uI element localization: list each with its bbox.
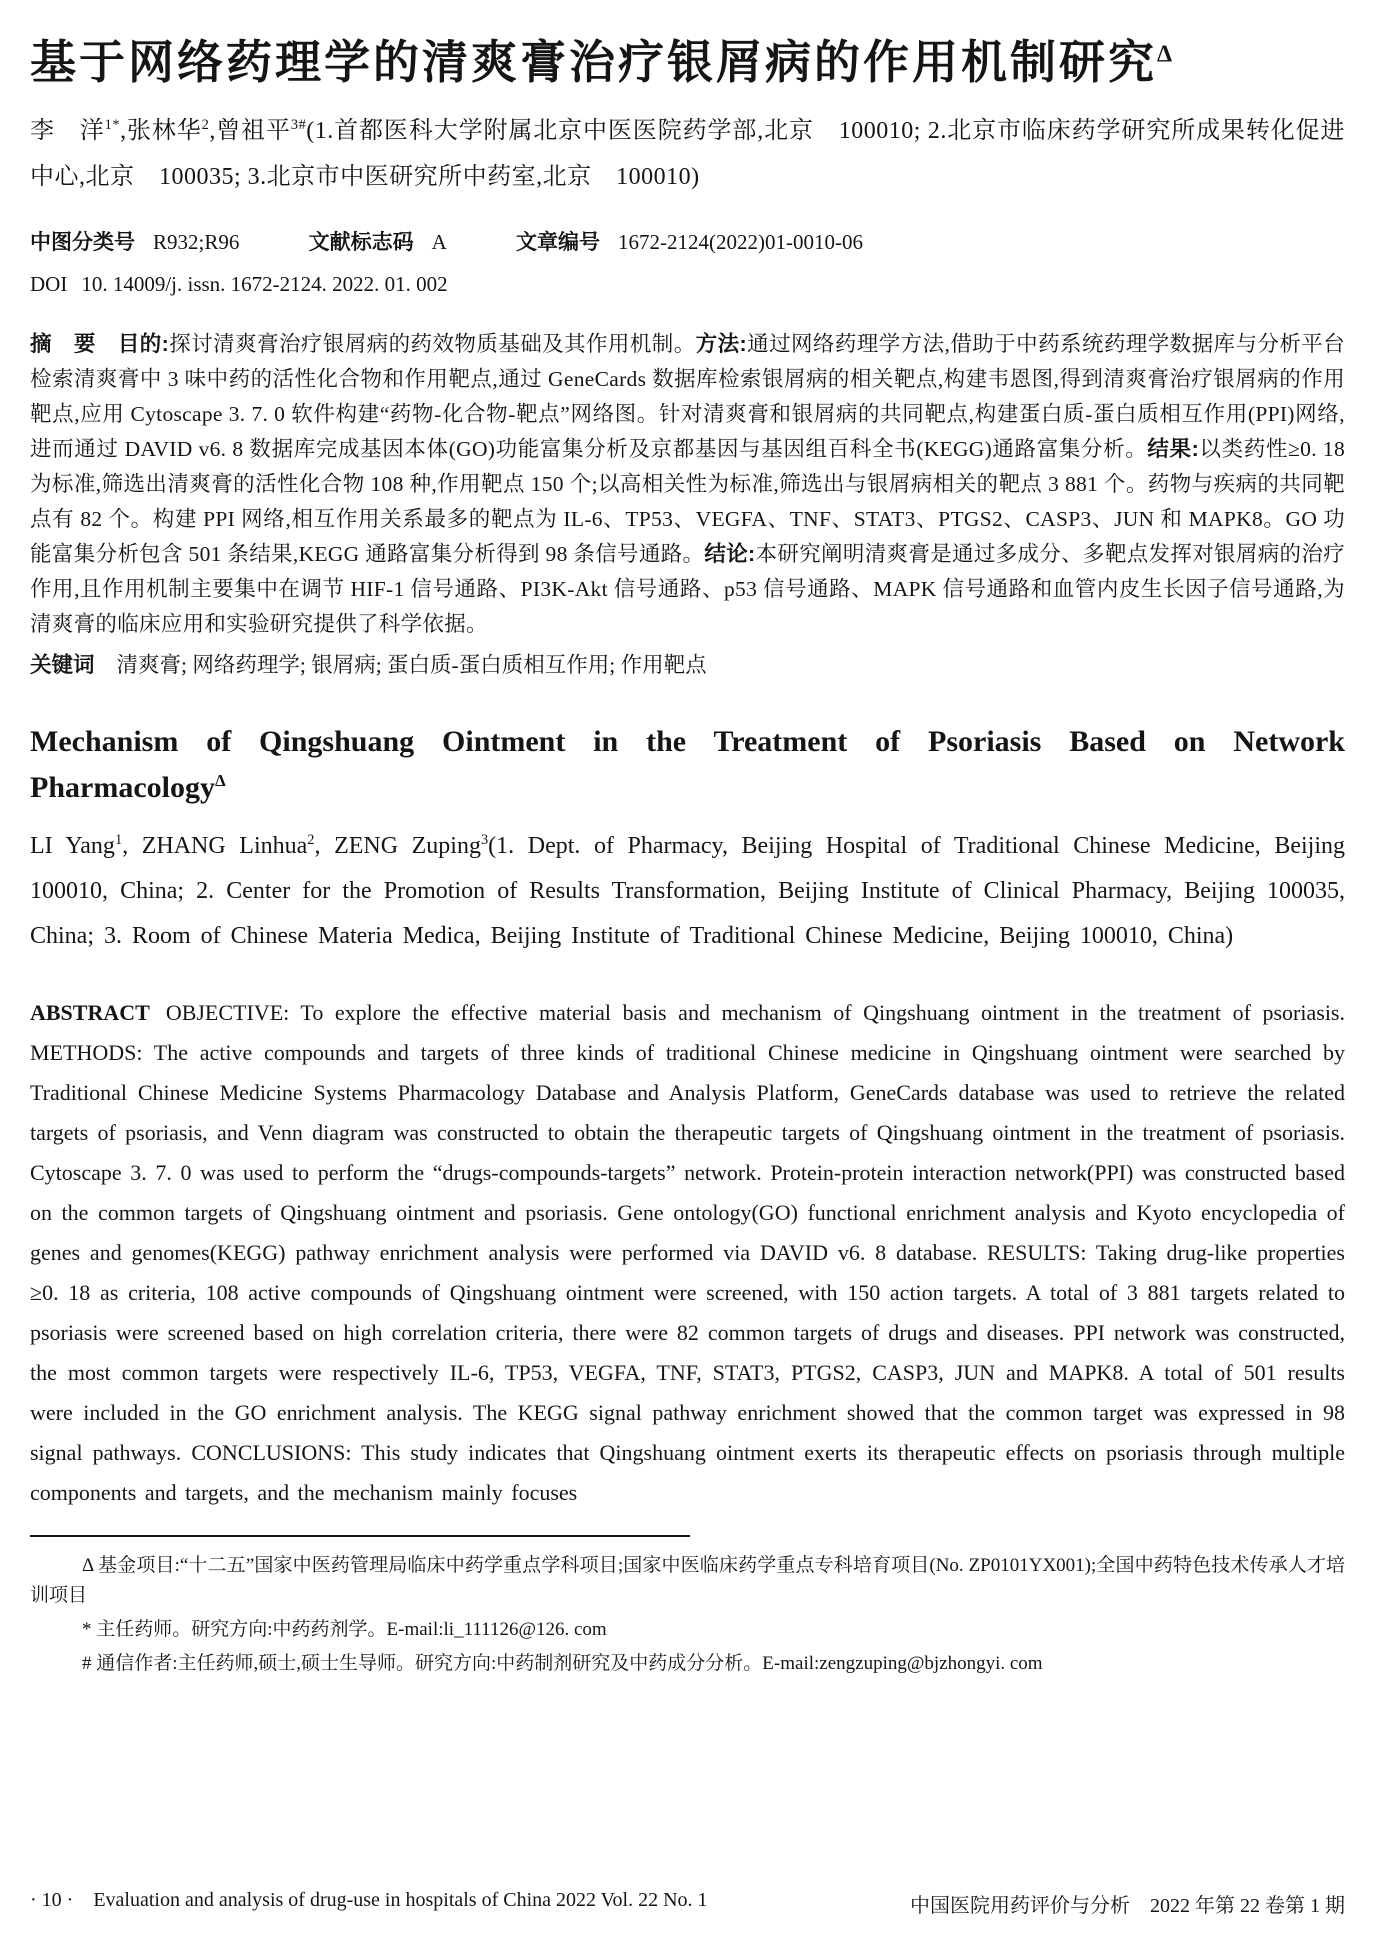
title-superscript: Δ: [1157, 41, 1176, 68]
document-code-value: A: [431, 229, 447, 254]
footnote-separator: [30, 1535, 690, 1537]
doi-row: [30, 272, 1345, 297]
title-en: [30, 719, 1345, 812]
author-cn-2: ,张林华: [120, 117, 202, 144]
author-en-3-superscript: 3: [480, 831, 489, 848]
doi-value: 10. 14009/j. issn. 1672-2124. 2022. 01. 002: [81, 271, 448, 296]
abstract-cn: [30, 327, 1345, 642]
footnote-fund: Δ 基金项目:“十二五”国家中医药管理局临床中药学重点学科项目;国家中医临床药学重点专科培育项目(No. ZP0101YX001);全国中药特色技术传承人才培训项目: [30, 1554, 1345, 1606]
page-number: · 10 ·: [30, 1889, 74, 1911]
authors-en: [30, 824, 1345, 959]
abstract-en-label: ABSTRACT: [30, 999, 150, 1025]
keywords-cn-text: 清爽膏; 网络药理学; 银屑病; 蛋白质-蛋白质相互作用; 作用靶点: [116, 652, 707, 677]
footnote-hash: # 通信作者:主任药师,硕士,硕士生导师。研究方向:中药制剂研究及中药成分分析。E-mail:zengzuping@bjzhongyi. com: [82, 1652, 1043, 1674]
classification-row: [30, 226, 1345, 256]
title-en-text: Mechanism of Qingshuang Ointment in the Treatment of Psoriasis Based on Network Pharmacology: [30, 724, 1345, 804]
footnote-star: * 主任药师。研究方向:中药药剂学。E-mail:li_111126@126. com: [82, 1618, 607, 1640]
footer-right: [910, 1889, 1345, 1918]
title-en-superscript: Δ: [214, 771, 226, 790]
conclusions-cn-label: 结论:: [704, 541, 756, 566]
objective-cn-label: 目的:: [117, 331, 170, 356]
author-en-2-superscript: 2: [307, 831, 315, 848]
journal-title-cn: 中国医院用药评价与分析 2022 年第 22 卷第 1 期: [910, 1895, 1345, 1917]
footnotes: [30, 1551, 1345, 1679]
author-cn-3-superscript: 3#: [290, 116, 307, 133]
author-en-2: , ZHANG Linhua: [122, 832, 308, 859]
author-cn-1-superscript: 1*: [104, 116, 121, 133]
methods-cn-label: 方法:: [695, 331, 747, 356]
author-cn-1: 李 洋: [30, 117, 105, 144]
page-footer: [30, 1889, 1345, 1918]
article-id-value: 1672-2124(2022)01-0010-06: [618, 229, 863, 254]
conclusions-cn-text: 本研究阐明清爽膏是通过多成分、多靶点发挥对银屑病的治疗作用,且作用机制主要集中在调节 HIF-1 信号通路、PI3K-Akt 信号通路、p53 信号通路、MAPK 信号通路和血管内皮生长因子信号通路,为清爽膏的临床应用和实验研究提供了科学依据。: [30, 541, 1346, 636]
affiliation-en: (1. Dept. of Pharmacy, Beijing Hospital of Traditional Chinese Medicine, Beijing 100010, China; 2. Center for the Promotion of Results Transformation, Beijing Institute of Clinical Pharmacy, Beijing 100035, China; 3. Room of Chinese Materia Medica, Beijing Institute of Traditional Chinese Medicine, Beijing 100010, China): [30, 832, 1346, 949]
objective-cn-text: 探讨清爽膏治疗银屑病的药效物质基础及其作用机制。: [169, 331, 696, 356]
clc-value: R932;R96: [153, 229, 240, 254]
abstract-en: [30, 993, 1345, 1513]
author-cn-3: ,曾祖平: [209, 117, 291, 144]
article-id-label: 文章编号: [516, 230, 601, 254]
footer-left: [30, 1889, 708, 1918]
doi-label: DOI: [30, 271, 68, 296]
clc-label: 中图分类号: [30, 230, 135, 254]
keywords-cn-label: 关键词: [30, 652, 95, 677]
journal-title-en: Evaluation and analysis of drug-use in hospitals of China 2022 Vol. 22 No. 1: [93, 1889, 708, 1911]
methods-cn-text: 通过网络药理学方法,借助于中药系统药理学数据库与分析平台检索清爽膏中 3 味中药的活性化合物和作用靶点,通过 GeneCards 数据库检索银屑病的相关靶点,构建韦恩图,得到清爽膏治疗银屑病的作用靶点,应用 Cytoscape 3. 7. 0 软件构建“药物-化合物-靶点”网络图。针对清爽膏和银屑病的共同靶点,构建蛋白质-蛋白质相互作用(PPI)网络,进而通过 DAVID v6. 8 数据库完成基因本体(GO)功能富集分析及京都基因与基因组百科全书(KEGG)通路富集分析。: [30, 331, 1346, 461]
abstract-cn-label: 摘 要: [30, 331, 96, 356]
keywords-cn: [30, 648, 1345, 683]
author-cn-2-superscript: 2: [201, 116, 210, 133]
document-code-label: 文献标志码: [308, 230, 414, 254]
author-en-1: LI Yang: [30, 832, 115, 859]
results-cn-label: 结果:: [1147, 436, 1200, 461]
author-en-1-superscript: 1: [114, 831, 123, 848]
authors-cn: [30, 108, 1345, 200]
results-cn-text: 以类药性≥0. 18 为标准,筛选出清爽膏的活性化合物 108 种,作用靶点 150 个;以高相关性为标准,筛选出与银屑病相关的靶点 3 881 个。药物与疾病的共同靶点有 82 个。构建 PPI 网络,相互作用关系最多的靶点为 IL-6、TP53、VEGFA、TNF、STAT3、PTGS2、CASP3、JUN 和 MAPK8。GO 功能富集分析包含 501 条结果,KEGG 通路富集分析得到 98 条信号通路。: [30, 436, 1345, 566]
page-title: [30, 34, 1345, 92]
title-cn-text: 基于网络药理学的清爽膏治疗银屑病的作用机制研究: [30, 37, 1157, 88]
author-en-3: , ZENG Zuping: [314, 832, 481, 859]
affiliation-cn: (1.首都医科大学附属北京中医医院药学部,北京 100010; 2.北京市临床药学研究所成果转化促进中心,北京 100035; 3.北京市中医研究所中药室,北京 100010): [30, 117, 1346, 190]
abstract-en-text: OBJECTIVE: To explore the effective material basis and mechanism of Qingshuang ointment in the treatment of psoriasis. METHODS: The active compounds and targets of three kinds of traditional Chinese medicine in Qingshuang ointment were searched by Traditional Chinese Medicine Systems Pharmacology Database and Analysis Platform, GeneCards database was used to retrieve the related targets of psoriasis, and Venn diagram was constructed to obtain the therapeutic targets of Qingshuang ointment in the treatment of psoriasis. Cytoscape 3. 7. 0 was used to perform the “drugs-compounds-targets” network. Protein-protein interaction network(PPI) was constructed based on the common targets of Qingshuang ointment and psoriasis. Gene ontology(GO) functional enrichment analysis and Kyoto encyclopedia of genes and genomes(KEGG) pathway enrichment analysis were performed via DAVID v6. 8 database. RESULTS: Taking drug-like properties ≥0. 18 as criteria, 108 active compounds of Qingshuang ointment were screened, with 150 action targets. A total of 3 881 targets related to psoriasis were screened based on high correlation criteria, there were 82 common targets of drugs and diseases. PPI network was constructed, the most common targets were respectively IL-6, TP53, VEGFA, TNF, STAT3, PTGS2, CASP3, JUN and MAPK8. A total of 501 results were included in the GO enrichment analysis. The KEGG signal pathway enrichment showed that the common target was expressed in 98 signal pathways. CONCLUSIONS: This study indicates that Qingshuang ointment exerts its therapeutic effects on psoriasis through multiple components and targets, and the mechanism mainly focuses: [30, 999, 1345, 1505]
